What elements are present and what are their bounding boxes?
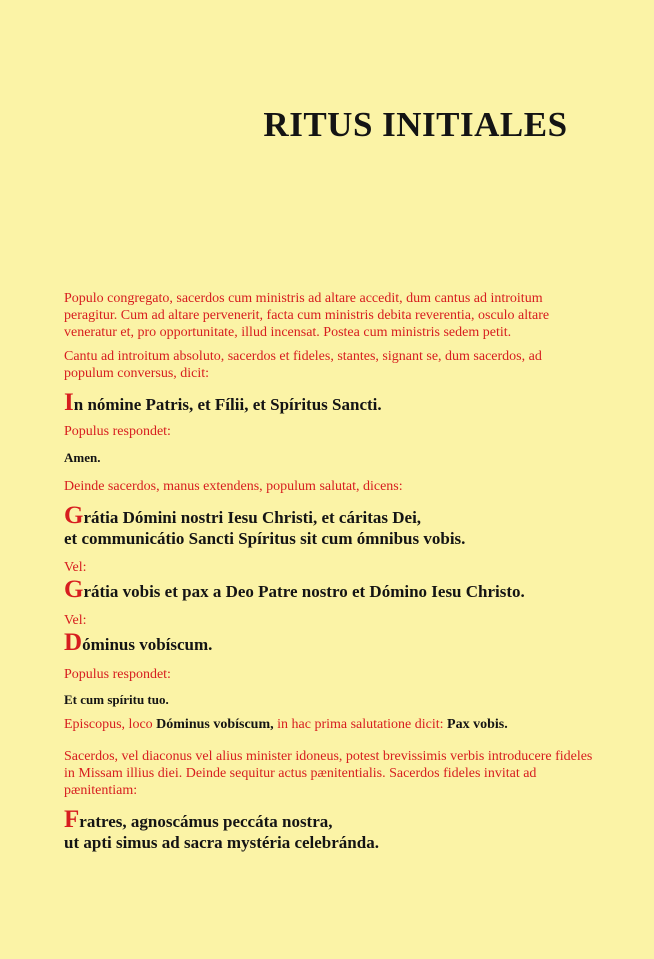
greeting-line-1 [64, 502, 594, 529]
invitation-line-2: ut apti simus ad sacra mystéria celebránda. [64, 833, 379, 852]
drop-initial: I [64, 389, 74, 416]
penitential-invitation [64, 806, 594, 853]
rubric-bishop-note: Episcopus, loco Dóminus vobíscum, in hac prima salutatione dicit: Pax vobis. [64, 717, 508, 732]
greeting-option-3 [64, 629, 594, 656]
greeting-text: óminus vobíscum. [82, 635, 213, 654]
rubric-vel: Vel: [64, 560, 87, 575]
rubric-gathering: Populo congregato, sacerdos cum ministris ad altare accedit, dum cantus ad introitum peragitur. Cum ad altare pervenerit, facta cum ministris debita reverentia, osculo altare veneratur et, pro opportunitate, illud incensat. Postea cum ministris sedem petit. [64, 291, 550, 340]
prayer-text: n nómine Patris, et Fílii, et Spíritus Sancti. [73, 395, 382, 414]
greeting-option-1 [64, 502, 594, 549]
rubric-vel: Vel: [64, 613, 87, 628]
drop-initial: D [64, 629, 83, 656]
rubric-people-respond: Populus respondet: [64, 667, 171, 682]
rubric-sign-of-cross: Cantu ad introitum absoluto, sacerdos et fideles, stantes, signant se, dum sacerdos, ad populum conversus, dicit: [64, 349, 542, 381]
rubric-greeting: Deinde sacerdos, manus extendens, populum salutat, dicens: [64, 479, 403, 494]
page-title: RITUS INITIALES [263, 105, 568, 144]
rubric-people-respond: Populus respondet: [64, 424, 171, 439]
drop-initial: G [64, 576, 84, 603]
invitation-line-1 [64, 806, 594, 833]
greeting-text: rátia vobis et pax a Deo Patre nostro et Dómino Iesu Christo. [83, 582, 525, 601]
response-and-with-your-spirit: Et cum spíritu tuo. [64, 692, 169, 707]
prayer-sign-of-cross [64, 389, 594, 416]
drop-initial: G [64, 502, 84, 529]
response-amen: Amen. [64, 450, 101, 465]
greeting-text: rátia Dómini nostri Iesu Christi, et cáritas Dei, [83, 508, 422, 527]
invitation-text: ratres, agnoscámus peccáta nostra, [79, 812, 333, 831]
drop-initial: F [64, 806, 80, 833]
rubric-penitential-act: Sacerdos, vel diaconus vel alius minister idoneus, potest brevissimis verbis introducere fideles in Missam illius diei. Deinde sequitur actus pænitentialis. Sacerdos fideles invitat ad pænitentiam: [64, 749, 593, 798]
ritual-text [64, 290, 594, 853]
greeting-option-2 [64, 576, 594, 603]
greeting-line-2: et communicátio Sancti Spíritus sit cum ómnibus vobis. [64, 529, 466, 548]
